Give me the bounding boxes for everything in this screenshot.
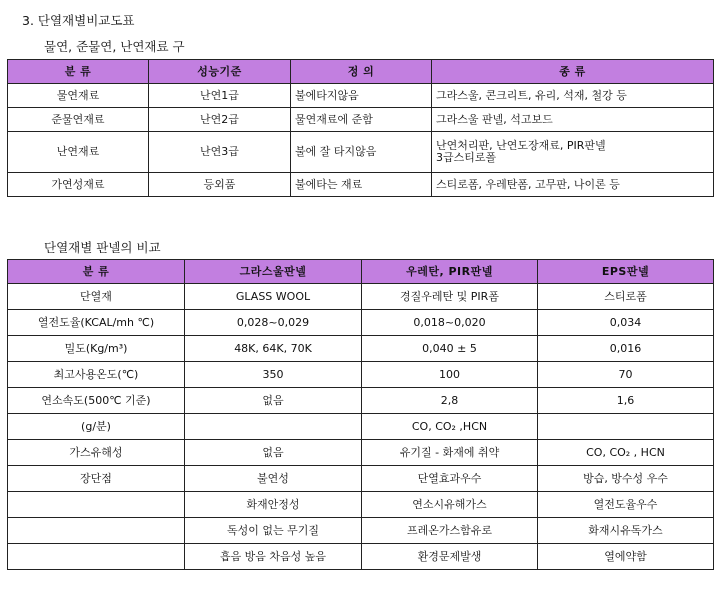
table-cell: 유기질 - 화재에 취약 bbox=[362, 440, 538, 466]
table-cell: 단열효과우수 bbox=[362, 466, 538, 492]
table-row bbox=[8, 84, 714, 108]
table-cell: 없음 bbox=[185, 440, 362, 466]
table-cell: 난연재료 bbox=[8, 132, 149, 173]
table-cell bbox=[8, 518, 185, 544]
table-cell: 0,016 bbox=[538, 336, 714, 362]
header-cell: 종 류 bbox=[432, 60, 714, 84]
header-cell: 성능기준 bbox=[149, 60, 291, 84]
table-cell bbox=[185, 414, 362, 440]
header-cell: 그라스울판넬 bbox=[185, 260, 362, 284]
table-cell: 그라스울, 콘크리트, 유리, 석재, 철강 등 bbox=[432, 84, 714, 108]
header-cell: 우레탄, PIR판넬 bbox=[362, 260, 538, 284]
table-cell: CO, CO₂ , HCN bbox=[538, 440, 714, 466]
table-cell: 가연성재료 bbox=[8, 173, 149, 197]
table-cell: 준물연재료 bbox=[8, 108, 149, 132]
table-cell: 불연성 bbox=[185, 466, 362, 492]
table-cell: 350 bbox=[185, 362, 362, 388]
table-row bbox=[8, 108, 714, 132]
table-row bbox=[8, 336, 714, 362]
table-cell: 환경문제발생 bbox=[362, 544, 538, 570]
table-cell: 최고사용온도(℃) bbox=[8, 362, 185, 388]
table-cell: 48K, 64K, 70K bbox=[185, 336, 362, 362]
table-row bbox=[8, 440, 714, 466]
table-cell: 난연2급 bbox=[149, 108, 291, 132]
header-cell: 정 의 bbox=[291, 60, 432, 84]
table-cell bbox=[538, 414, 714, 440]
table-header-row bbox=[8, 60, 714, 84]
table-row bbox=[8, 466, 714, 492]
section-title: 3. 단열재별비교도표 bbox=[22, 13, 135, 28]
table-cell: 그라스울 판넬, 석고보드 bbox=[432, 108, 714, 132]
table-row bbox=[8, 492, 714, 518]
subtitle-fire-grade: 물연, 준물연, 난연재료 구 bbox=[44, 39, 185, 54]
table-cell: 난연3급 bbox=[149, 132, 291, 173]
table-cell: 열에약함 bbox=[538, 544, 714, 570]
table-cell: 연소속도(500℃ 기준) bbox=[8, 388, 185, 414]
table-cell: 0,034 bbox=[538, 310, 714, 336]
header-cell: EPS판넬 bbox=[538, 260, 714, 284]
table-cell: 물연재료에 준함 bbox=[291, 108, 432, 132]
table-cell: 0,040 ± 5 bbox=[362, 336, 538, 362]
table-cell: 열전도율우수 bbox=[538, 492, 714, 518]
table-cell: 불에타지않음 bbox=[291, 84, 432, 108]
subtitle-panel-comparison: 단열재별 판넬의 비교 bbox=[44, 240, 161, 255]
table-row bbox=[8, 388, 714, 414]
table-cell: 0,028~0,029 bbox=[185, 310, 362, 336]
table-cell: 100 bbox=[362, 362, 538, 388]
table-cell: 독성이 없는 무기질 bbox=[185, 518, 362, 544]
table-cell: 경질우레탄 및 PIR폼 bbox=[362, 284, 538, 310]
table-row bbox=[8, 544, 714, 570]
table-cell: (g/분) bbox=[8, 414, 185, 440]
header-cell: 분 류 bbox=[8, 60, 149, 84]
table-cell: 불에 잘 타지않음 bbox=[291, 132, 432, 173]
table-cell: 없음 bbox=[185, 388, 362, 414]
table-cell: 장단점 bbox=[8, 466, 185, 492]
table-cell: 단열재 bbox=[8, 284, 185, 310]
table-cell: 0,018~0,020 bbox=[362, 310, 538, 336]
table-row bbox=[8, 518, 714, 544]
table-cell: 난연처리판, 난연도장재료, PIR판넬 3급스티로폴 bbox=[432, 132, 714, 173]
fire-grade-table bbox=[7, 59, 714, 197]
table-row bbox=[8, 362, 714, 388]
table-cell: CO, CO₂ ,HCN bbox=[362, 414, 538, 440]
table-cell: 프레온가스함유로 bbox=[362, 518, 538, 544]
table-cell: 가스유해성 bbox=[8, 440, 185, 466]
table-cell: 방습, 방수성 우수 bbox=[538, 466, 714, 492]
table-cell: GLASS WOOL bbox=[185, 284, 362, 310]
table-cell: 불에타는 재료 bbox=[291, 173, 432, 197]
table-cell: 등외품 bbox=[149, 173, 291, 197]
table-cell: 스티로폼 bbox=[538, 284, 714, 310]
table-row bbox=[8, 284, 714, 310]
table-cell: 밀도(Kg/m³) bbox=[8, 336, 185, 362]
table-cell: 흡음 방음 차음성 높음 bbox=[185, 544, 362, 570]
table-cell: 70 bbox=[538, 362, 714, 388]
table-cell: 화재시유독가스 bbox=[538, 518, 714, 544]
table-cell bbox=[8, 492, 185, 518]
table-row bbox=[8, 414, 714, 440]
table-row bbox=[8, 132, 714, 173]
table-cell: 스티로폼, 우레탄폼, 고무판, 나이론 등 bbox=[432, 173, 714, 197]
table-cell: 연소시유해가스 bbox=[362, 492, 538, 518]
table-cell: 2,8 bbox=[362, 388, 538, 414]
table-cell: 화재안정성 bbox=[185, 492, 362, 518]
panel-comparison-table bbox=[7, 259, 714, 570]
table-row bbox=[8, 310, 714, 336]
table-header-row bbox=[8, 260, 714, 284]
table-cell bbox=[8, 544, 185, 570]
table-row bbox=[8, 173, 714, 197]
table-cell: 1,6 bbox=[538, 388, 714, 414]
header-cell: 분 류 bbox=[8, 260, 185, 284]
table-cell: 물연재료 bbox=[8, 84, 149, 108]
table-cell: 난연1급 bbox=[149, 84, 291, 108]
table-cell: 열전도율(KCAL/mh ℃) bbox=[8, 310, 185, 336]
